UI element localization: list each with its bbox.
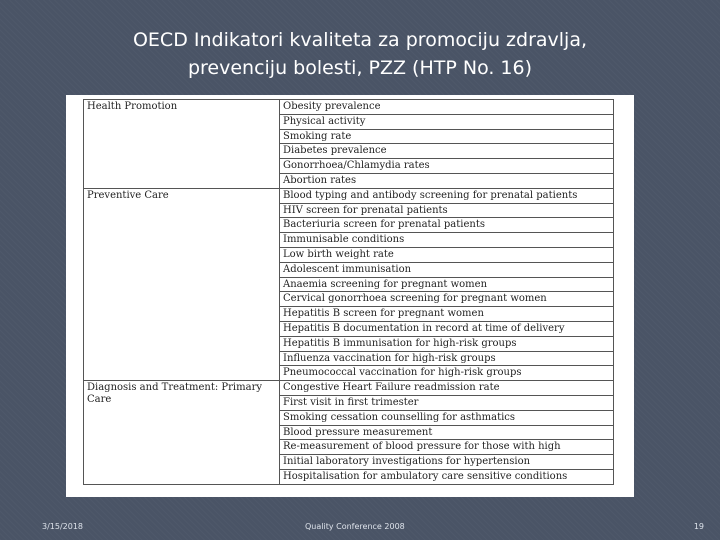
indicator-cell: Physical activity — [280, 114, 614, 129]
table-row — [84, 381, 614, 396]
indicator-cell: Low birth weight rate — [280, 247, 614, 262]
indicator-cell: HIV screen for prenatal patients — [280, 203, 614, 218]
indicator-cell: Smoking cessation counselling for asthmatics — [280, 410, 614, 425]
table-row — [84, 188, 614, 203]
slide-title-line-1: OECD Indikatori kvaliteta za promociju zdravlja, — [132, 29, 588, 51]
category-cell: Preventive Care — [84, 188, 280, 380]
category-cell: Diagnosis and Treatment: Primary Care — [84, 381, 280, 485]
indicator-cell: Abortion rates — [280, 173, 614, 188]
indicator-cell: Adolescent immunisation — [280, 262, 614, 277]
slide-title — [40, 26, 680, 82]
indicator-cell: Hepatitis B documentation in record at time of delivery — [280, 321, 614, 336]
table-row — [84, 100, 614, 115]
indicator-table-image — [66, 95, 634, 497]
indicator-cell: Diabetes prevalence — [280, 144, 614, 159]
slide-title-line-2: prevenciju bolesti, PZZ (HTP No. 16) — [187, 57, 533, 79]
indicator-cell: Initial laboratory investigations for hypertension — [280, 455, 614, 470]
indicator-cell: Blood pressure measurement — [280, 425, 614, 440]
footer-conference: Quality Conference 2008 — [305, 522, 405, 531]
indicator-cell: Congestive Heart Failure readmission rate — [280, 381, 614, 396]
category-cell: Health Promotion — [84, 100, 280, 189]
indicator-cell: Obesity prevalence — [280, 100, 614, 115]
footer-date: 3/15/2018 — [42, 522, 84, 531]
indicator-cell: Bacteriuria screen for prenatal patients — [280, 218, 614, 233]
indicator-cell: Hepatitis B screen for pregnant women — [280, 307, 614, 322]
indicator-cell: Immunisable conditions — [280, 233, 614, 248]
indicator-cell: First visit in first trimester — [280, 395, 614, 410]
indicator-cell: Blood typing and antibody screening for prenatal patients — [280, 188, 614, 203]
indicator-cell: Pneumococcal vaccination for high-risk groups — [280, 366, 614, 381]
indicator-table — [83, 99, 614, 485]
indicator-cell: Hospitalisation for ambulatory care sensitive conditions — [280, 469, 614, 484]
indicator-cell: Gonorrhoea/Chlamydia rates — [280, 159, 614, 174]
indicator-cell: Hepatitis B immunisation for high-risk groups — [280, 336, 614, 351]
footer-page-number: 19 — [693, 522, 704, 531]
indicator-cell: Influenza vaccination for high-risk groups — [280, 351, 614, 366]
indicator-cell: Smoking rate — [280, 129, 614, 144]
indicator-cell: Cervical gonorrhoea screening for pregnant women — [280, 292, 614, 307]
indicator-cell: Re-measurement of blood pressure for those with high — [280, 440, 614, 455]
indicator-cell: Anaemia screening for pregnant women — [280, 277, 614, 292]
